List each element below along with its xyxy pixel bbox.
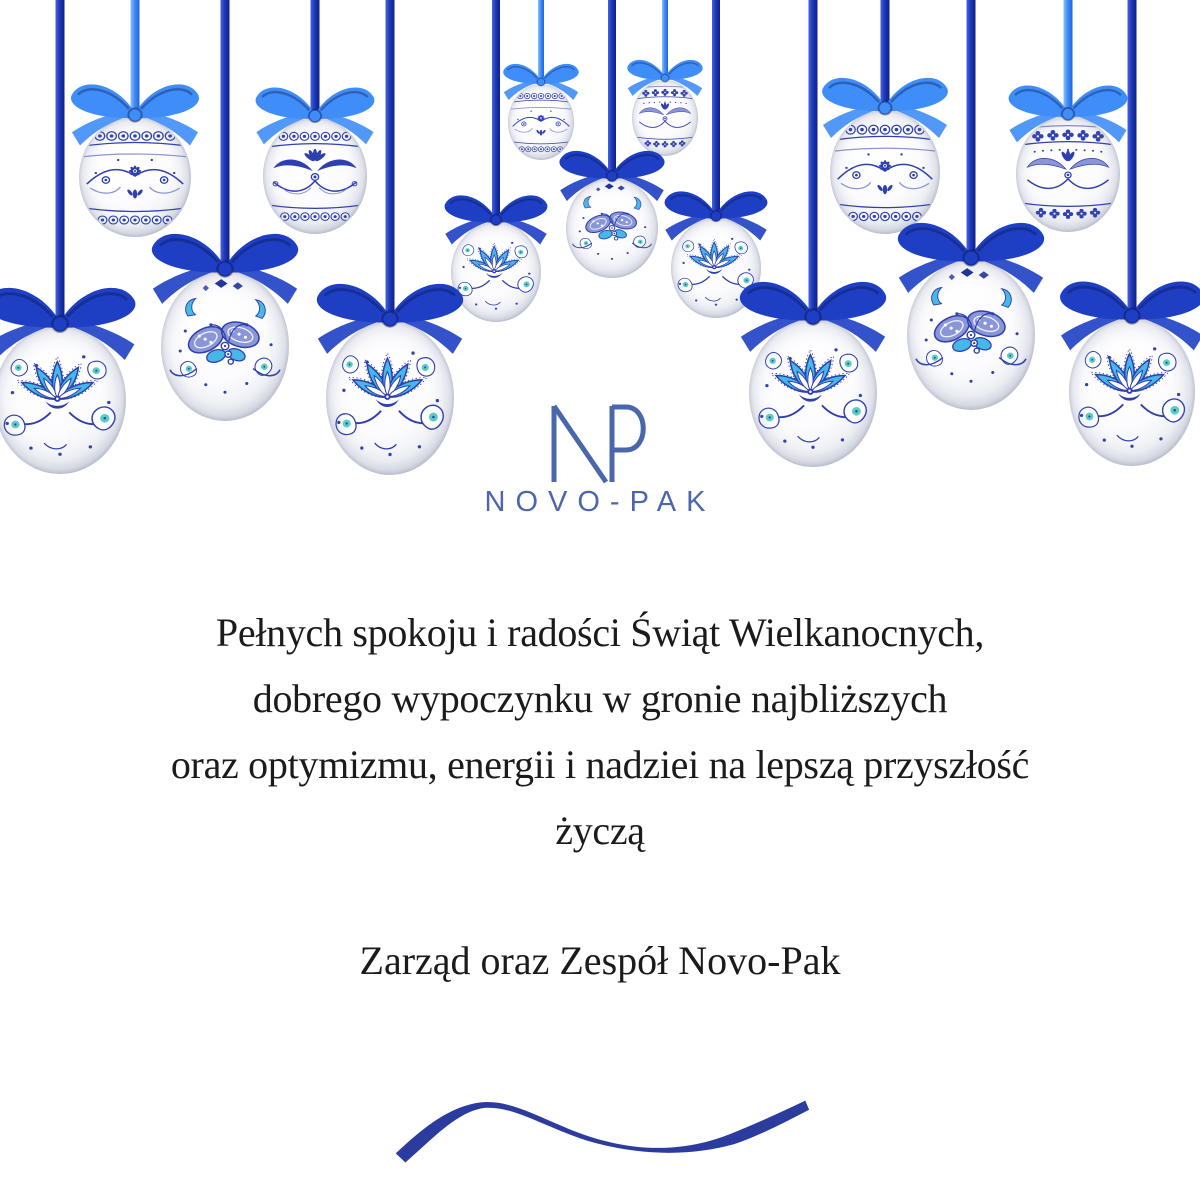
easter-egg-m [749,319,877,467]
ribbon [131,0,140,117]
ribbon [386,0,395,321]
greeting-line: życzą [555,808,645,853]
ribbon [1128,0,1137,318]
easter-egg-k [161,271,289,421]
ribbon [608,0,616,178]
ribbon [967,0,976,260]
eggs [0,60,1200,475]
easter-egg-c [508,84,574,160]
ribbon [492,0,500,222]
greeting-text [0,600,1200,864]
easter-egg-f [1016,116,1120,232]
ribbon [56,0,65,326]
easter-egg-g [566,178,658,278]
easter-egg-e [830,110,940,234]
ribbon [311,0,320,118]
easter-egg-h [451,222,541,322]
greeting-line: dobrego wypoczynku w gronie najbliższych [252,676,948,721]
ribbon [712,0,720,218]
ribbon [662,0,668,80]
brand-name: NOVO-PAK [484,486,716,518]
signature: Zarząd oraz Zespół Novo-Pak [359,938,841,983]
easter-egg-a [79,117,191,237]
easter-egg-l [326,321,454,475]
ribbon [221,0,230,271]
ribbon [1064,0,1073,116]
greeting-line: oraz optymizmu, energii i nadziei na lepszą przyszłość [170,742,1030,787]
easter-egg-d [632,80,698,156]
easter-egg-b [263,118,367,234]
easter-egg-o [1069,318,1195,466]
easter-egg-j [0,326,126,474]
ribbon [881,0,890,110]
easter-egg-n [907,260,1035,410]
eggs-illustration [0,0,1200,560]
greeting-line: Pełnych spokoju i radości Świąt Wielkanocnych, [215,610,985,655]
ribbon [809,0,818,319]
ribbon [538,0,544,84]
wave-flourish [388,1086,813,1168]
